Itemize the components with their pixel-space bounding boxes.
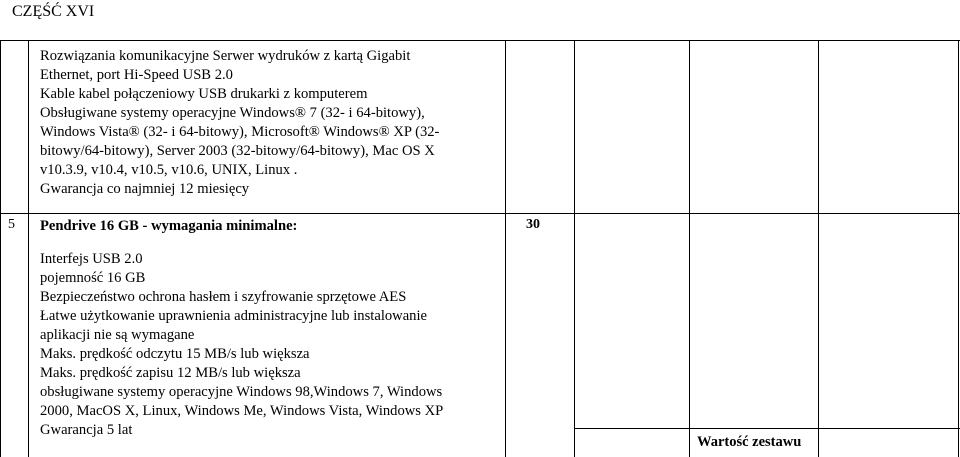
column-divider-value (818, 40, 819, 457)
column-divider-number (28, 40, 29, 457)
table-left-border (0, 40, 1, 457)
description-line: Interfejs USB 2.0 (40, 251, 143, 267)
table-row-divider (0, 213, 960, 214)
total-label: Wartość zestawu (697, 434, 802, 450)
description-line: pojemność 16 GB (40, 270, 146, 286)
row-quantity: 30 (526, 217, 540, 232)
description-line: 2000, MacOS X, Linux, Windows Me, Windows Vista, Windows XP (40, 403, 444, 419)
column-divider-quantity (574, 40, 575, 457)
description-line: Gwarancja 5 lat (40, 422, 133, 438)
table-right-border (958, 40, 959, 457)
column-divider-price (689, 40, 690, 457)
row-number: 5 (8, 217, 15, 232)
description-line: Gwarancja co najmniej 12 miesięcy (40, 181, 250, 197)
table-footer-divider (574, 428, 960, 429)
description-line: Rozwiązania komunikacyjne Serwer wydruków z kartą Gigabit (40, 48, 411, 64)
description-line: Obsługiwane systemy operacyjne Windows® 7 (32- i 64-bitowy), (40, 105, 425, 121)
description-line: obsługiwane systemy operacyjne Windows 98,Windows 7, Windows (40, 384, 443, 400)
description-line: bitowy/64-bitowy), Server 2003 (32-bitowy/64-bitowy), Mac OS X (40, 143, 435, 159)
row-title: Pendrive 16 GB - wymagania minimalne: (40, 218, 298, 234)
table-top-border (0, 40, 960, 41)
previous-row-description (40, 47, 439, 199)
description-line: aplikacji nie są wymagane (40, 327, 195, 343)
description-line: Maks. prędkość zapisu 12 MB/s lub większa (40, 365, 301, 381)
description-line: Łatwe użytkowanie uprawnienia administracyjne lub instalowanie (40, 308, 428, 324)
description-line: Maks. prędkość odczytu 15 MB/s lub większa (40, 346, 310, 362)
description-line: Kable kabel połączeniowy USB drukarki z komputerem (40, 86, 368, 102)
description-line: v10.3.9, v10.4, v10.5, v10.6, UNIX, Linux . (40, 162, 298, 178)
description-line: Bezpieczeństwo ochrona hasłem i szyfrowanie sprzętowe AES (40, 289, 407, 305)
column-divider-description (505, 40, 506, 457)
row-description (40, 250, 443, 440)
description-line: Windows Vista® (32- i 64-bitowy), Microsoft® Windows® XP (32- (40, 124, 440, 140)
part-title: CZĘŚĆ XVI (12, 3, 95, 20)
description-line: Ethernet, port Hi-Speed USB 2.0 (40, 67, 233, 83)
